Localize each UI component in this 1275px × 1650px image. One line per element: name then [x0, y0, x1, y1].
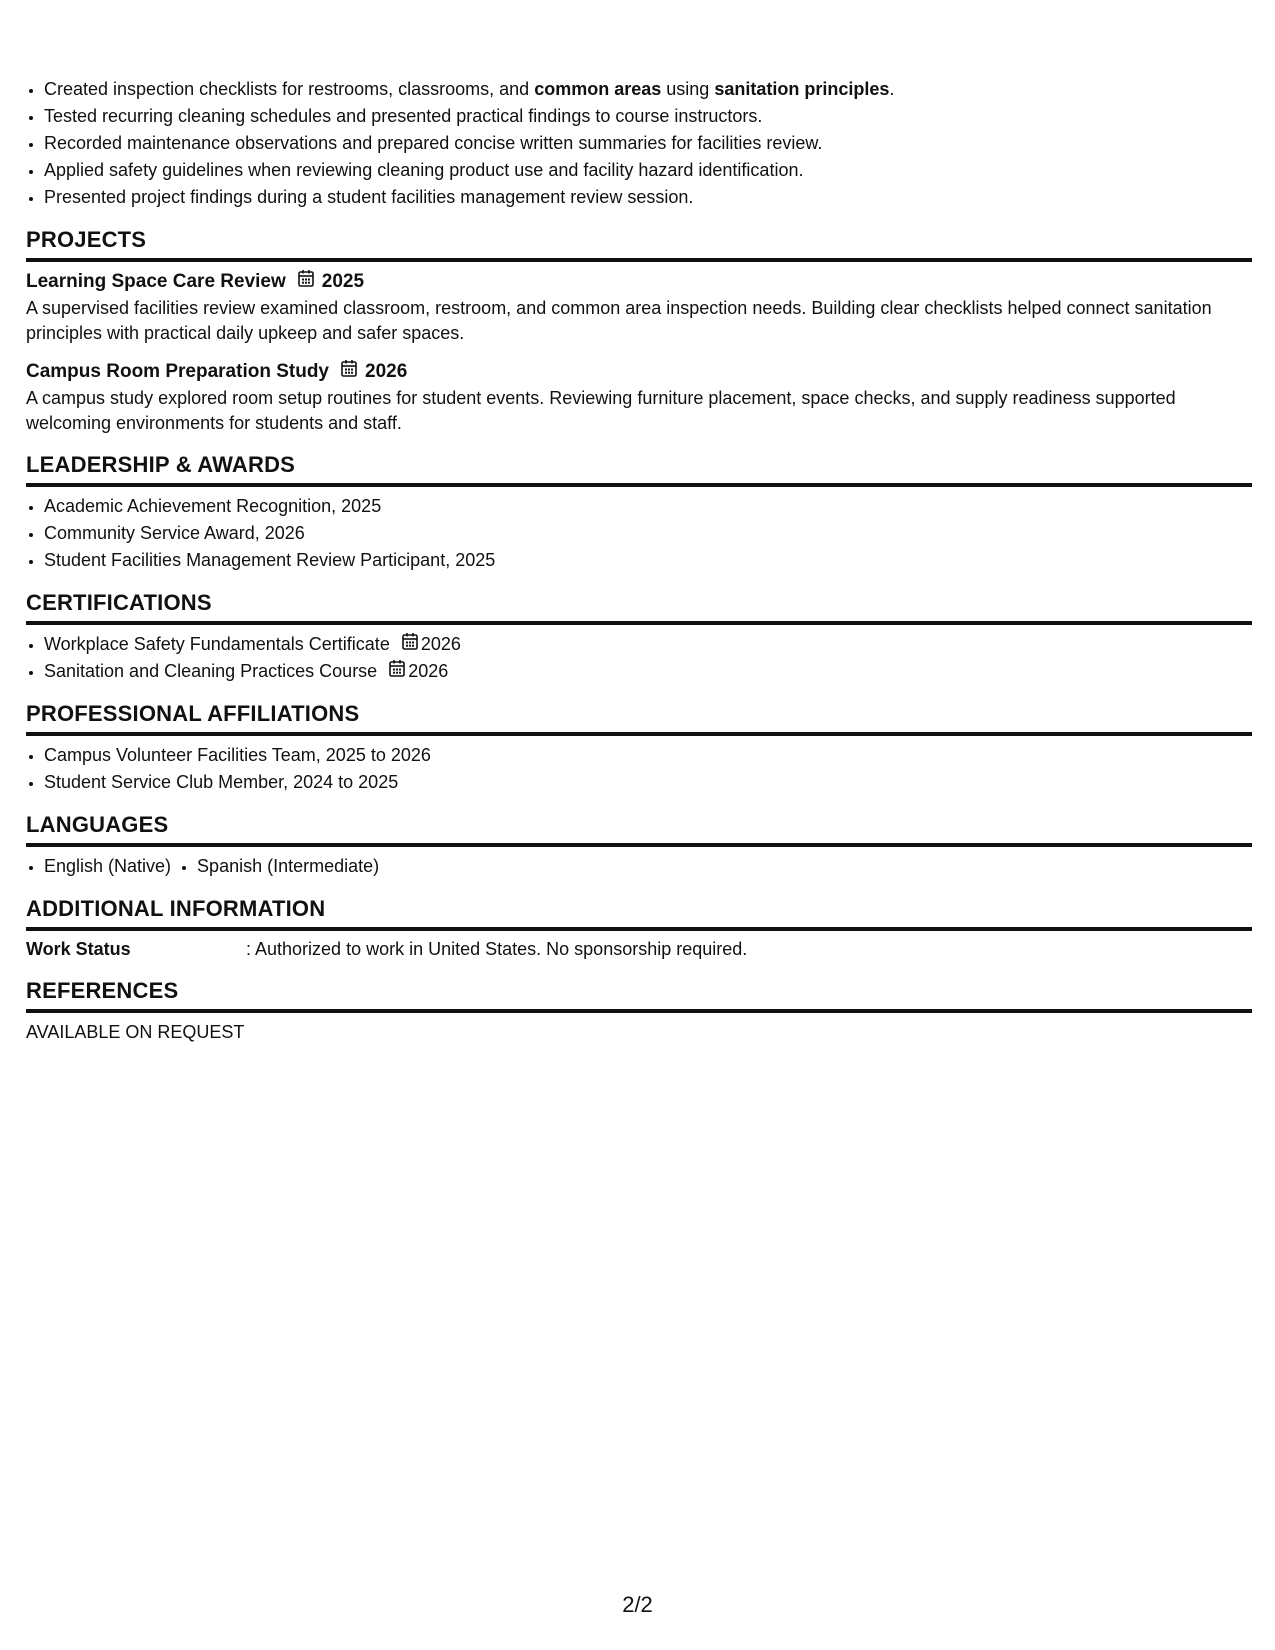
project-heading	[26, 268, 1252, 296]
bullet-text: using	[661, 79, 715, 99]
affiliation-item: • Student Service Club Member, 2024 to 2025	[44, 769, 1252, 796]
certification-item	[44, 631, 1252, 658]
calendar-icon	[341, 358, 357, 386]
bullet-text: Created inspection checklists for restrooms, classrooms, and	[44, 79, 535, 99]
affiliation-item: • Campus Volunteer Facilities Team, 2025 to 2026	[44, 742, 1252, 769]
references-section	[26, 977, 1252, 1045]
languages-section	[26, 811, 1252, 880]
language-item: • English (Native)	[44, 853, 171, 880]
certifications-section	[26, 589, 1252, 685]
award-item: • Student Facilities Management Review Participant, 2025	[44, 547, 1252, 574]
affiliations-list	[26, 742, 1252, 796]
work-status-row	[26, 937, 1252, 962]
certification-year: 2026	[408, 661, 449, 681]
certification-item	[44, 658, 1252, 685]
section-title: PROFESSIONAL AFFILIATIONS	[26, 700, 1252, 736]
awards-list	[26, 493, 1252, 574]
experience-bullets	[26, 76, 1252, 211]
languages-list	[26, 853, 1252, 880]
project-date	[341, 358, 407, 386]
project-name: Learning Space Care Review	[26, 271, 286, 292]
section-title: PROJECTS	[26, 226, 1252, 262]
project-date	[298, 268, 364, 296]
certification-date	[389, 658, 448, 685]
calendar-icon	[389, 658, 405, 685]
work-status-label: Work Status	[26, 939, 131, 959]
award-item: • Academic Achievement Recognition, 2025	[44, 493, 1252, 520]
project-year: 2025	[321, 271, 365, 292]
experience-bullet	[44, 76, 1252, 103]
project-item	[26, 358, 1252, 436]
project-heading	[26, 358, 1252, 386]
certifications-list	[26, 631, 1252, 685]
section-title: LANGUAGES	[26, 811, 1252, 847]
section-title: ADDITIONAL INFORMATION	[26, 895, 1252, 931]
language-item: • Spanish (Intermediate)	[197, 853, 379, 880]
bullet-bold-text: common areas	[534, 79, 662, 99]
experience-bullet: • Applied safety guidelines when reviewing cleaning product use and facility hazard identification.	[44, 157, 1252, 184]
resume-content	[26, 76, 1252, 1045]
references-text: AVAILABLE ON REQUEST	[26, 1022, 245, 1042]
page-number: 2/2	[622, 1592, 653, 1617]
project-year: 2026	[365, 361, 408, 382]
section-title: LEADERSHIP & AWARDS	[26, 451, 1252, 487]
project-item	[26, 268, 1252, 346]
certification-date	[402, 631, 461, 658]
projects-section	[26, 226, 1252, 436]
section-title: REFERENCES	[26, 977, 1252, 1013]
affiliations-section	[26, 700, 1252, 796]
certification-year: 2026	[420, 634, 461, 654]
experience-bullet: • Presented project findings during a student facilities management review session.	[44, 184, 1252, 211]
work-status-value: : Authorized to work in United States. No sponsorship required.	[246, 939, 748, 959]
calendar-icon	[298, 268, 314, 296]
bullet-text: .	[889, 79, 895, 99]
calendar-icon	[402, 631, 418, 658]
experience-bullet: • Recorded maintenance observations and prepared concise written summaries for facilities review.	[44, 130, 1252, 157]
experience-bullet: • Tested recurring cleaning schedules and presented practical findings to course instructors.	[44, 103, 1252, 130]
certification-name: Workplace Safety Fundamentals Certificate	[44, 634, 390, 654]
bullet-bold-text: sanitation principles	[714, 79, 890, 99]
certification-name: Sanitation and Cleaning Practices Course	[44, 661, 378, 681]
project-description: A campus study explored room setup routines for student events. Reviewing furniture placement, space checks, and supply readiness supported welcoming environments for students and staff.	[26, 388, 1176, 433]
additional-info-section	[26, 895, 1252, 962]
leadership-section	[26, 451, 1252, 574]
section-title: CERTIFICATIONS	[26, 589, 1252, 625]
project-name: Campus Room Preparation Study	[26, 361, 329, 382]
project-description: A supervised facilities review examined classroom, restroom, and common area inspection needs. Building clear checklists helped connect sanitation principles with practical daily upkeep and safer spaces.	[26, 298, 1212, 343]
award-item: • Community Service Award, 2026	[44, 520, 1252, 547]
